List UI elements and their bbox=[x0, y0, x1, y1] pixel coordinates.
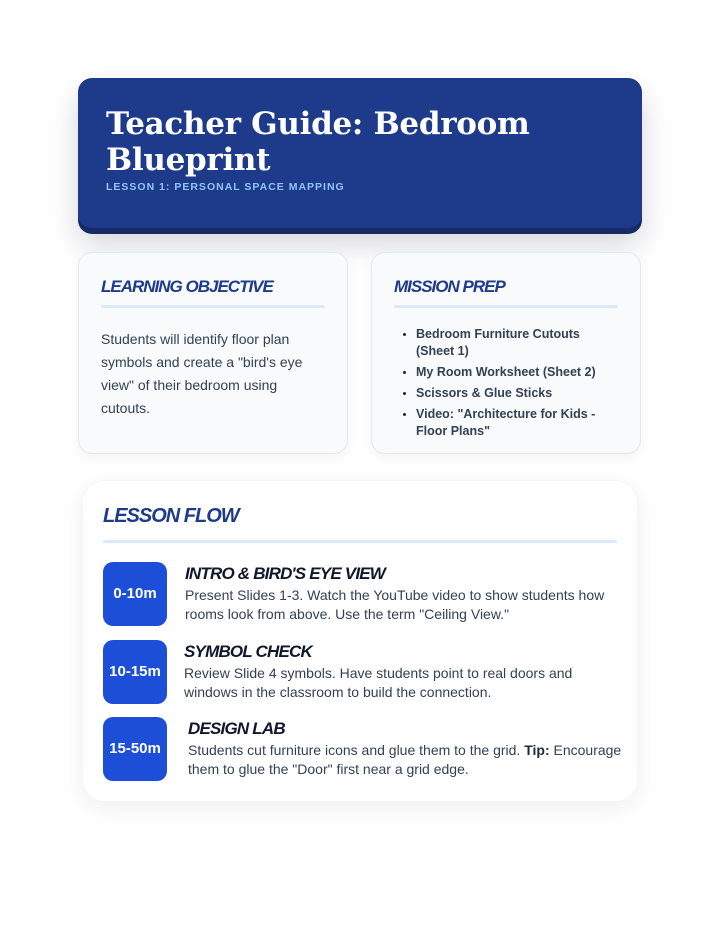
page-title: Teacher Guide: Bedroom Blueprint bbox=[106, 106, 530, 178]
title-divider bbox=[103, 540, 617, 543]
step-title: DESIGN LAB bbox=[188, 719, 285, 738]
list-item: • My Room Worksheet (Sheet 2) bbox=[416, 364, 618, 381]
learning-objective-text: Students will identify floor plan symbols and create a "bird's eye view" of their bedroom using cutouts. bbox=[101, 331, 303, 416]
list-item: • Video: "Architecture for Kids - Floor Plans" bbox=[416, 406, 618, 440]
step-description: Present Slides 1-3. Watch the YouTube video to show students how rooms look from above. Use the term "Ceiling View." bbox=[185, 587, 605, 622]
mission-prep-card bbox=[371, 252, 641, 454]
time-badge: 10-15m bbox=[103, 640, 167, 704]
step-description: Review Slide 4 symbols. Have students point to real doors and windows in the classroom to build the connection. bbox=[184, 665, 573, 700]
mission-prep-list bbox=[394, 326, 618, 440]
lesson-step-symbol-check bbox=[103, 640, 623, 704]
tip-text: Encourage them to glue the "Door" first near a grid edge. bbox=[188, 742, 622, 777]
title-divider bbox=[394, 305, 618, 308]
step-description-text: Students cut furniture icons and glue them to the grid. bbox=[188, 742, 521, 758]
mission-prep-title: MISSION PREP bbox=[394, 277, 505, 296]
lesson-step-intro bbox=[103, 562, 623, 626]
header-banner bbox=[78, 78, 642, 228]
lesson-flow-title: LESSON FLOW bbox=[103, 505, 239, 527]
title-divider bbox=[101, 305, 325, 308]
step-title: INTRO & BIRD'S EYE VIEW bbox=[185, 564, 386, 583]
list-item: • Bedroom Furniture Cutouts (Sheet 1) bbox=[416, 326, 618, 360]
learning-objective-card bbox=[78, 252, 348, 454]
time-badge: 15-50m bbox=[103, 717, 167, 781]
lesson-subtitle: LESSON 1: PERSONAL SPACE MAPPING bbox=[106, 181, 345, 193]
tip-label: Tip: bbox=[524, 742, 550, 758]
learning-objective-title: LEARNING OBJECTIVE bbox=[101, 277, 273, 296]
step-title: SYMBOL CHECK bbox=[184, 642, 312, 661]
lesson-step-design-lab bbox=[103, 717, 623, 781]
step-description bbox=[188, 741, 623, 779]
time-badge: 0-10m bbox=[103, 562, 167, 626]
lesson-flow-card bbox=[82, 480, 638, 802]
list-item: • Scissors & Glue Sticks bbox=[416, 385, 618, 402]
